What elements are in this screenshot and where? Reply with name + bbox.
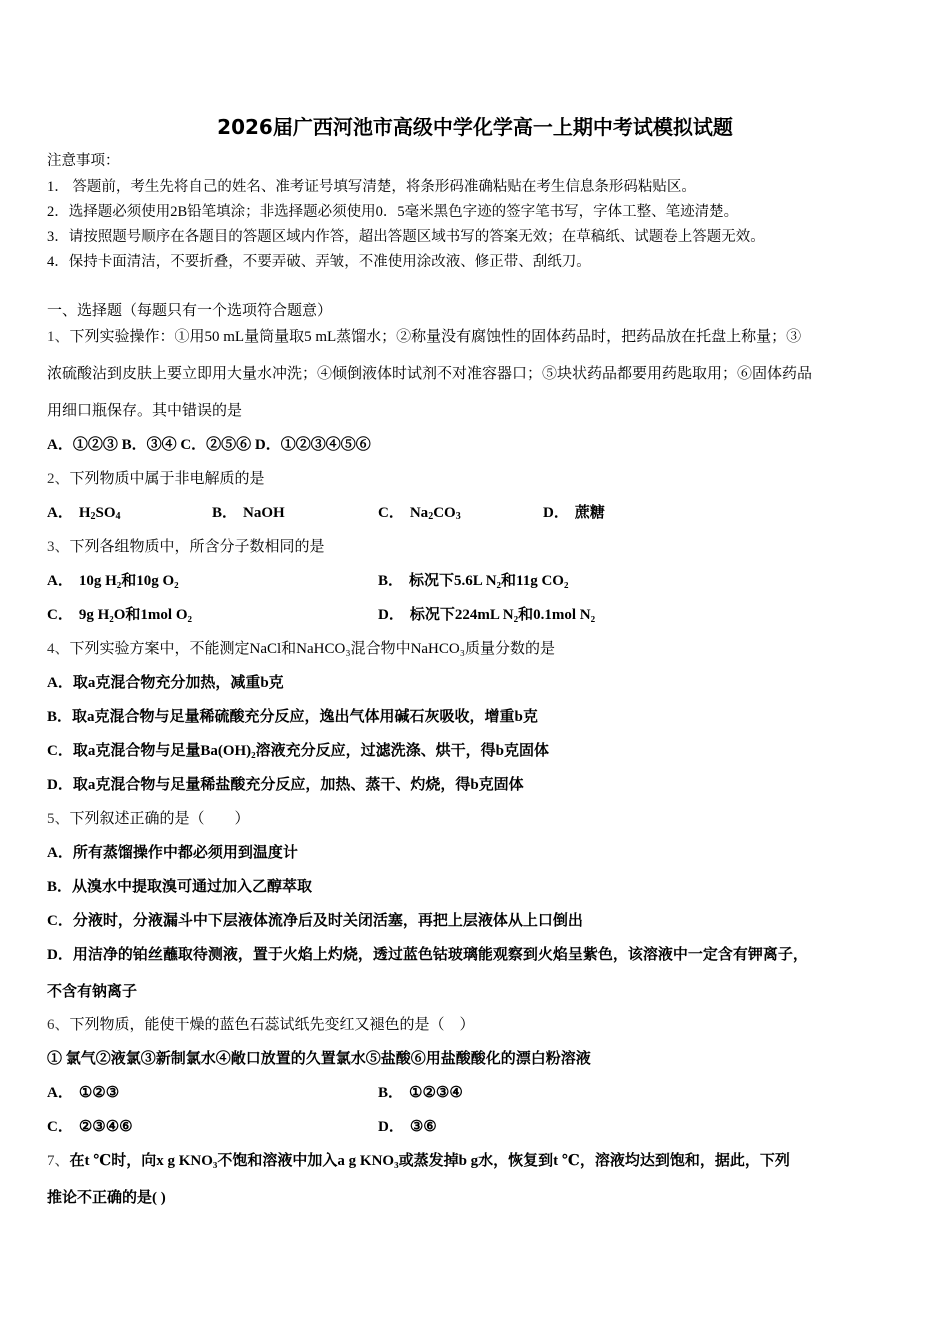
question-6-option-c: C． ②③④⑥ [47, 1119, 133, 1135]
question-4-option-d: D．取a克混合物与足量稀盐酸充分反应，加热、蒸干、灼烧，得b克固体 [47, 777, 524, 793]
question-4-option-b: B．取a克混合物与足量稀硫酸充分反应，逸出气体用碱石灰吸收，增重b克 [47, 709, 538, 725]
question-3-option-b: B． 标况下5.6L N₂和11g CO₂ [378, 573, 569, 589]
question-3-option-a: A． 10g H₂和10g O₂ [47, 573, 179, 589]
question-4-option-c: C．取a克混合物与足量Ba(OH)₂溶液充分反应，过滤洗涤、烘干，得b克固体 [47, 743, 550, 759]
question-3-option-c: C． 9g H₂O和1mol O₂ [47, 607, 193, 623]
notice-item-4: 4．保持卡面清洁，不要折叠，不要弄破、弄皱，不准使用涂改液、修正带、刮纸刀。 [47, 254, 591, 270]
question-3-stem: 3、下列各组物质中，所含分子数相同的是 [47, 539, 325, 555]
question-5-option-b: B．从溴水中提取溴可通过加入乙醇萃取 [47, 879, 313, 895]
question-number: 7、 [47, 1153, 70, 1169]
question-1-line-3: 用细口瓶保存。其中错误的是 [47, 403, 243, 419]
question-1-line-1 [47, 327, 801, 347]
notice-item-2: 2．选择题必须使用2B铅笔填涂；非选择题必须使用0．5毫米黑色字迹的签字笔书写，字体工整、笔迹清楚。 [47, 204, 739, 220]
question-1-stem-1: 下列实验操作：①用50 mL量筒量取5 mL蒸馏水；②称量没有腐蚀性的固体药品时，把药品放在托盘上称量；③ [69, 329, 802, 345]
question-6-option-d: D． ③⑥ [378, 1119, 437, 1135]
question-4-option-a: A．取a克混合物充分加热，减重b克 [47, 675, 284, 691]
question-number: 6、 [47, 1017, 70, 1033]
question-number: 5、 [47, 811, 70, 827]
question-3-option-d: D． 标况下224mL N₂和0.1mol N₂ [378, 607, 596, 623]
question-1-options: A．①②③ B．③④ C．②⑤⑥ D．①②③④⑤⑥ [47, 437, 371, 453]
notice-item-3: 3．请按照题号顺序在各题目的答题区域内作答，超出答题区域书写的答案无效；在草稿纸、试题卷上答题无效。 [47, 229, 765, 245]
question-6-option-b: B． ①②③④ [378, 1085, 463, 1101]
question-2-option-a: A． $H_2SO_4$ [47, 505, 121, 522]
question-7-continuation: 推论不正确的是( ) [47, 1190, 166, 1206]
question-6-items: ① 氯气②液氯③新制氯水④敞口放置的久置氯水⑤盐酸⑥用盐酸酸化的漂白粉溶液 [47, 1051, 591, 1067]
question-2-option-d: D． 蔗糖 [543, 505, 605, 521]
question-5-stem: 5、下列叙述正确的是（ ） [47, 811, 250, 827]
notice-heading: 注意事项： [47, 153, 120, 169]
section-heading: 一、选择题（每题只有一个选项符合题意） [47, 303, 333, 319]
question-2-option-c: C． $Na_2CO_3$ [378, 505, 461, 522]
question-number: 4、 [47, 641, 70, 657]
notice-item-1: 1． 答题前，考生先将自己的姓名、准考证号填写清楚，将条形码准确粘贴在考生信息条形码粘贴区。 [47, 179, 696, 195]
question-6-stem: 6、下列物质，能使干燥的蓝色石蕊试纸先变红又褪色的是（ ） [47, 1017, 475, 1033]
question-number: 2、 [47, 471, 70, 487]
question-4-stem: 4、下列实验方案中，不能测定NaCl和NaHCO₃混合物中NaHCO₃质量分数的是 [47, 641, 555, 657]
question-number: 3、 [47, 539, 70, 555]
question-5-option-a: A．所有蒸馏操作中都必须用到温度计 [47, 845, 298, 861]
question-number: 1、 [47, 329, 70, 345]
question-2-stem: 2、下列物质中属于非电解质的是 [47, 471, 265, 487]
question-5-option-d-continuation: 不含有钠离子 [47, 984, 138, 1000]
question-7-stem: 7、在t ℃时，向x g KNO₃不饱和溶液中加入a g KNO₃或蒸发掉b g水，恢复到t ℃，溶液均达到饱和，据此，下列 [47, 1153, 790, 1169]
question-5-option-c: C．分液时，分液漏斗中下层液体流净后及时关闭活塞，再把上层液体从上口倒出 [47, 913, 583, 929]
page-title: 2026届广西河池市高级中学化学高一上期中考试模拟试题 [217, 115, 733, 139]
question-1-line-2: 浓硫酸沾到皮肤上要立即用大量水冲洗；④倾倒液体时试剂不对准容器口；⑤块状药品都要用药匙取用；⑥固体药品 [47, 366, 813, 382]
question-2-option-b: B． NaOH [212, 505, 285, 521]
question-6-option-a: A． ①②③ [47, 1085, 120, 1101]
question-5-option-d: D．用洁净的铂丝蘸取待测液，置于火焰上灼烧，透过蓝色钴玻璃能观察到火焰呈紫色，该溶液中一定含有钾离子， [47, 947, 808, 963]
